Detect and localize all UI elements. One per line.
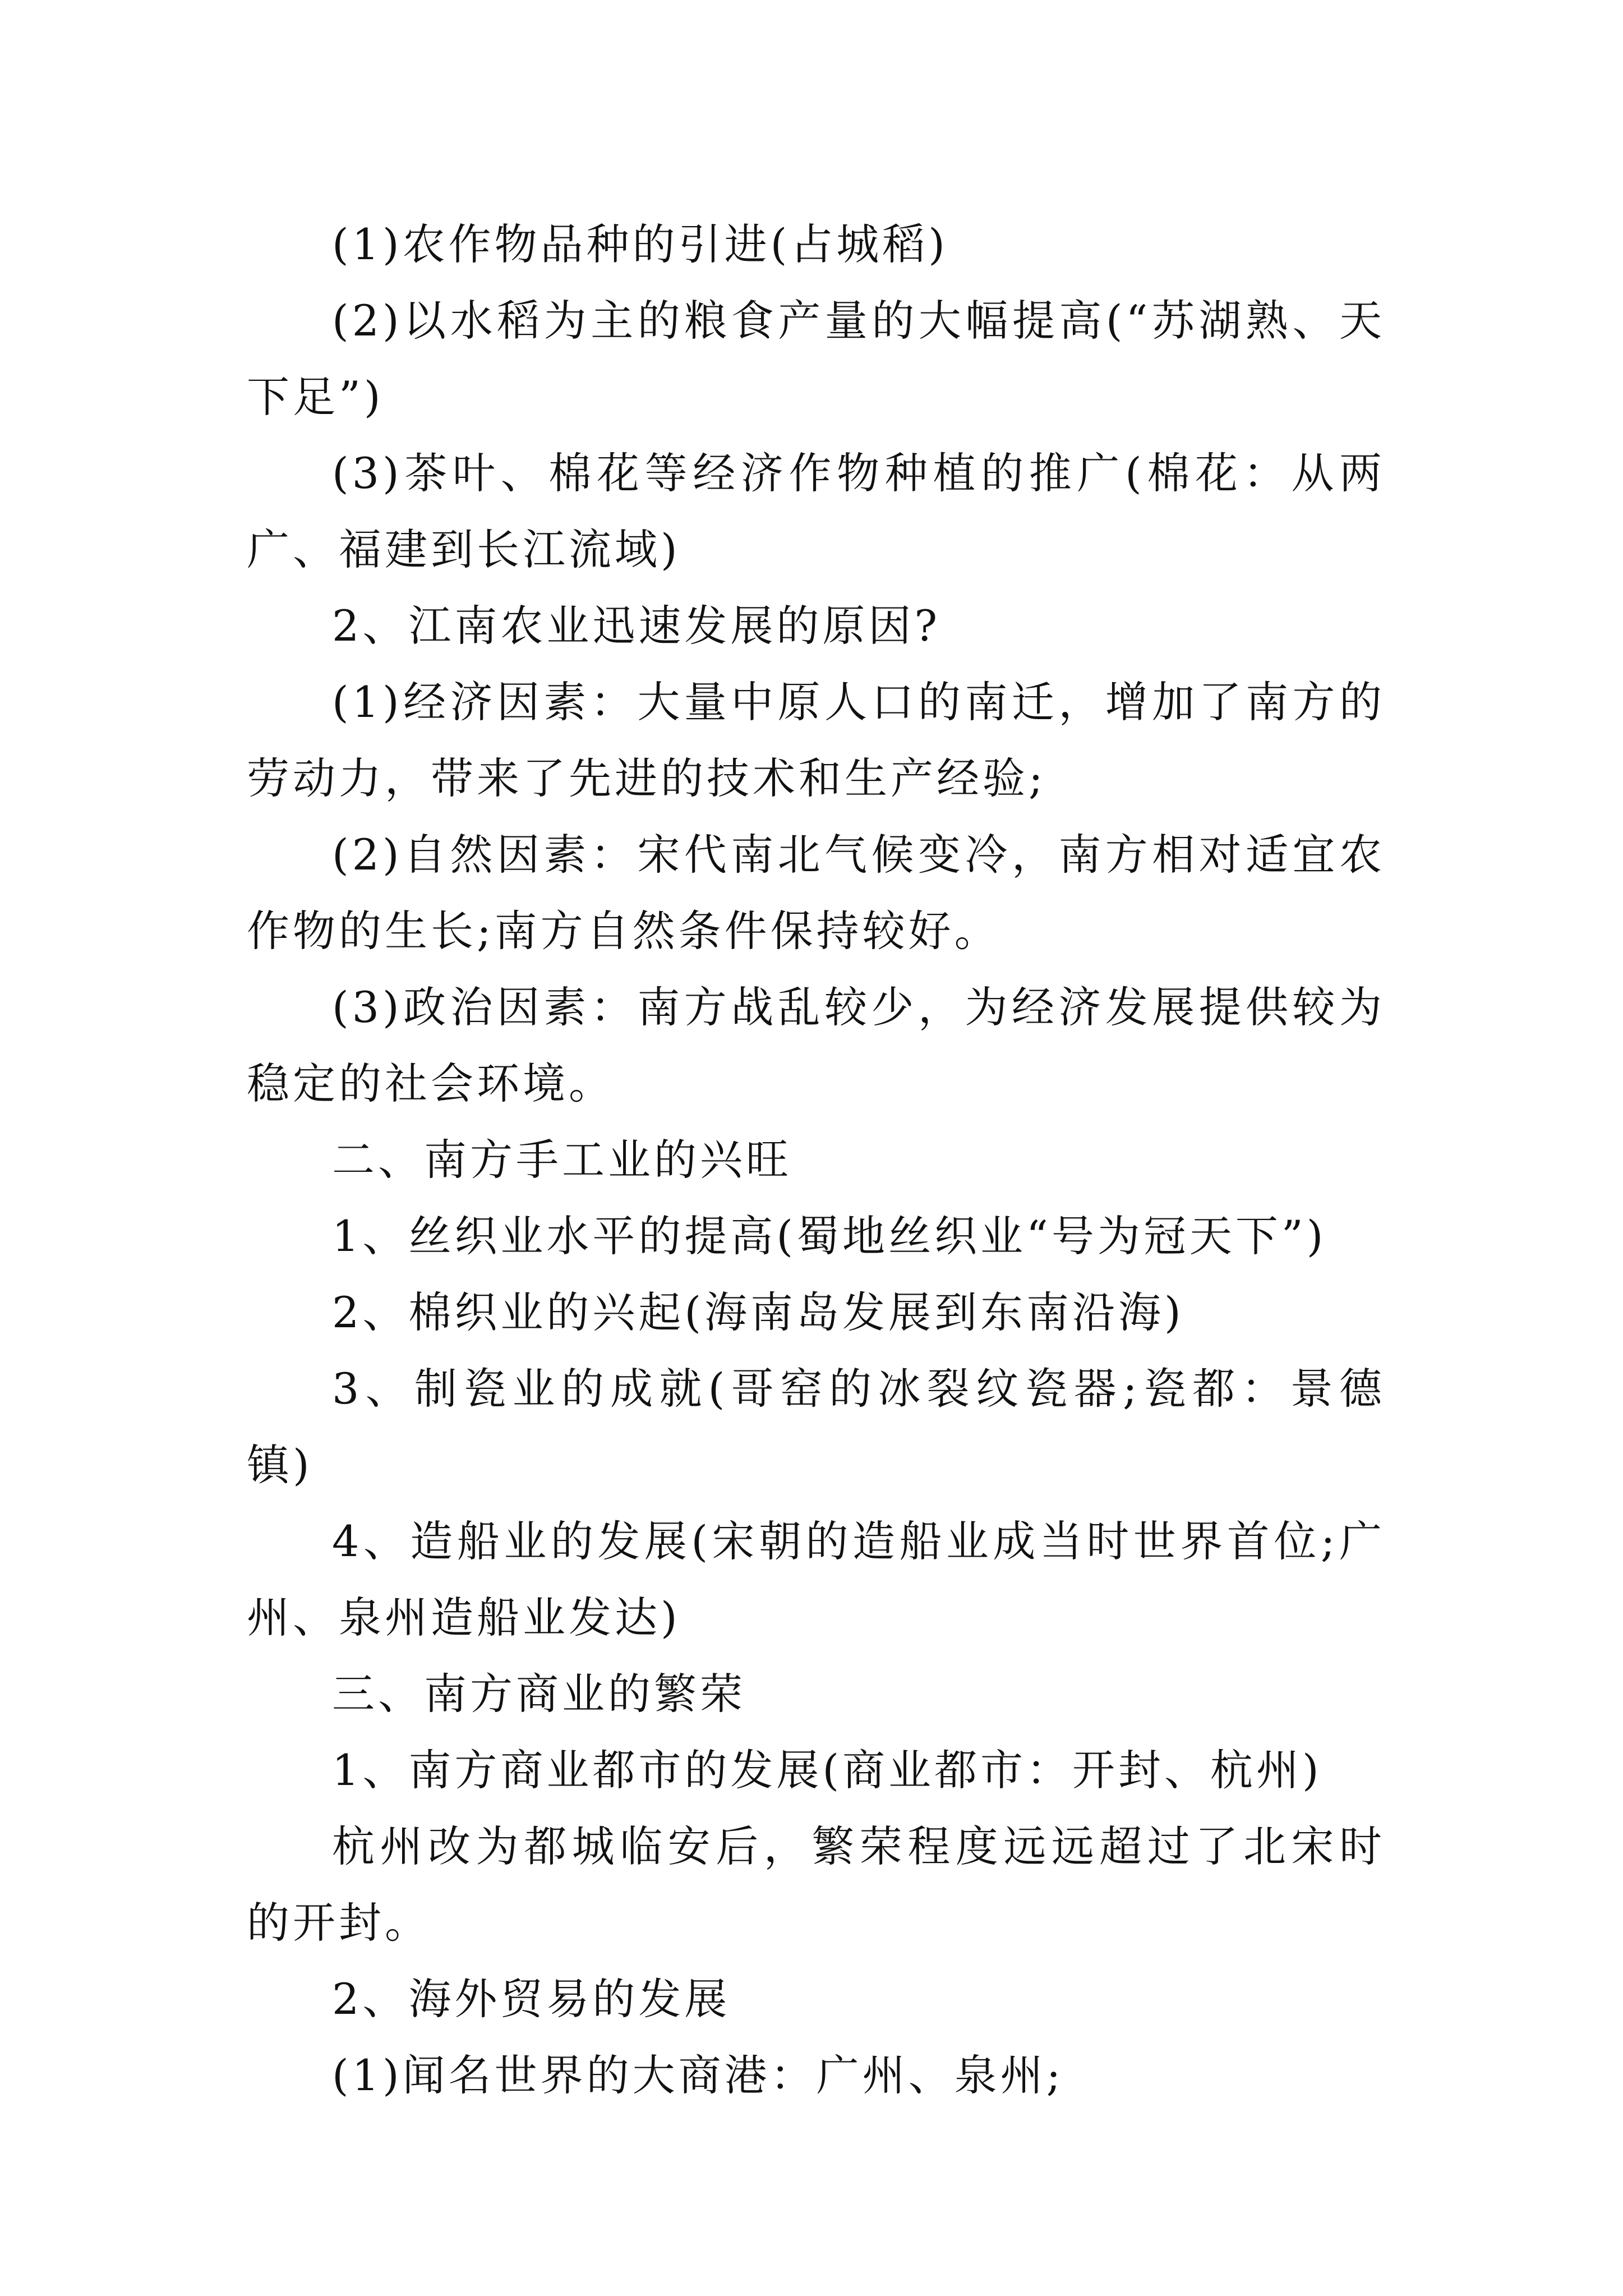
paragraph-economic-factor: (1)经济因素：大量中原人口的南迁，增加了南方的劳动力，带来了先进的技术和生产经验; — [247, 677, 1385, 803]
body-text — [247, 206, 1385, 2114]
paragraph-reasons-heading: 2、江南农业迅速发展的原因? — [332, 601, 941, 651]
paragraph-hangzhou-linan: 杭州改为都城临安后，繁荣程度远远超过了北宋时的开封。 — [247, 1821, 1385, 1948]
section-heading-commerce: 三、南方商业的繁荣 — [332, 1669, 746, 1719]
paragraph-porcelain: 3、制瓷业的成就(哥窑的冰裂纹瓷器;瓷都：景德镇) — [247, 1364, 1385, 1490]
paragraph-political-factor: (3)政治因素：南方战乱较少，为经济发展提供较为稳定的社会环境。 — [247, 982, 1385, 1108]
paragraph-rice-output: (2)以水稻为主的粮食产量的大幅提高(“苏湖熟、天下足”) — [247, 296, 1385, 422]
paragraph-silk-weaving: 1、丝织业水平的提高(蜀地丝织业“号为冠天下”) — [332, 1211, 1327, 1261]
paragraph-major-ports: (1)闻名世界的大商港：广州、泉州; — [332, 2050, 1064, 2100]
paragraph-cotton-weaving: 2、棉织业的兴起(海南岛发展到东南沿海) — [332, 1287, 1184, 1337]
paragraph-cash-crops: (3)茶叶、棉花等经济作物种植的推广(棉花：从两广、福建到长江流域) — [247, 448, 1385, 574]
paragraph-natural-factor: (2)自然因素：宋代南北气候变冷，南方相对适宜农作物的生长;南方自然条件保持较好。 — [247, 830, 1385, 956]
section-heading-handicraft: 二、南方手工业的兴旺 — [332, 1135, 792, 1185]
paragraph-overseas-trade: 2、海外贸易的发展 — [332, 1974, 731, 2024]
paragraph-shipbuilding: 4、造船业的发展(宋朝的造船业成当时世界首位;广州、泉州造船业发达) — [247, 1516, 1385, 1642]
paragraph-commercial-cities: 1、南方商业都市的发展(商业都市：开封、杭州) — [332, 1745, 1322, 1795]
paragraph-crop-introduction: (1)农作物品种的引进(占城稻) — [332, 219, 948, 269]
